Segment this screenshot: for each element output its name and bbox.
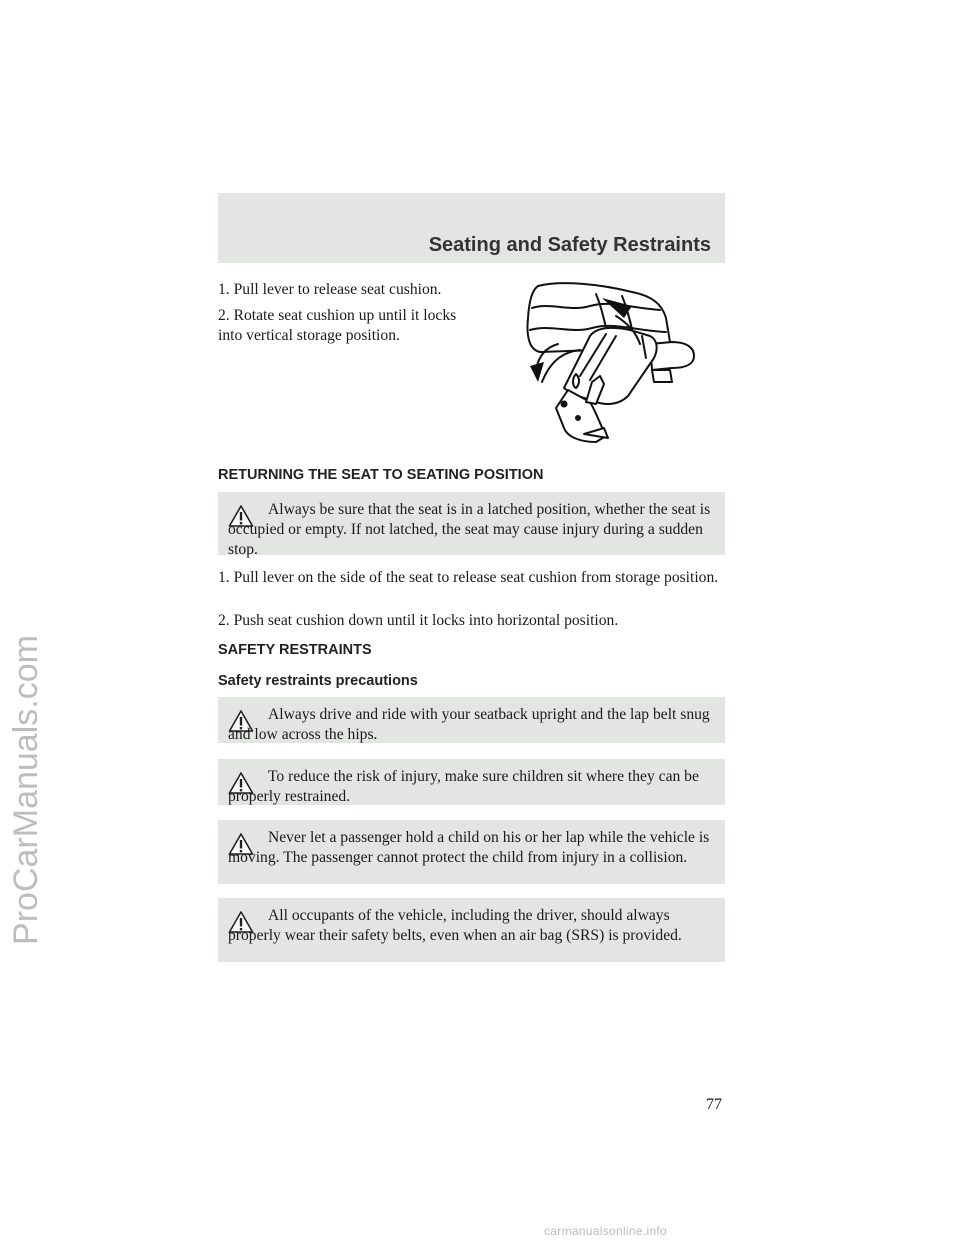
warning-box-latch xyxy=(218,492,725,558)
warning-text: Always be sure that the seat is in a latched position, whether the seat is occupied or empty. If not latched, the seat may cause injury during a sudden stop. xyxy=(228,501,711,558)
footer-watermark: carmanualsonline.info xyxy=(544,1224,668,1238)
warning-text: To reduce the risk of injury, make sure children sit where they can be properly restrained. xyxy=(228,768,699,805)
subheading-precautions: Safety restraints precautions xyxy=(218,673,418,689)
warning-text: Always drive and ride with your seatback upright and the lap belt snug and low across the hips. xyxy=(228,706,710,743)
page-number: 77 xyxy=(706,1096,722,1113)
stow-step-1: 1. Pull lever to release seat cushion. xyxy=(218,281,442,298)
warning-text: All occupants of the vehicle, including the driver, should always properly wear their safety belts, even when an air bag (SRS) is provided. xyxy=(228,907,682,944)
side-watermark xyxy=(6,510,50,1070)
side-watermark-text: ProCarManuals.com xyxy=(6,635,45,945)
warning-box-occupants xyxy=(218,898,725,962)
seat-folding-illustration xyxy=(520,278,698,444)
warning-box-children xyxy=(218,759,725,805)
heading-safety-restraints: SAFETY RESTRAINTS xyxy=(218,642,372,658)
page-header xyxy=(218,193,725,263)
return-step-1: 1. Pull lever on the side of the seat to release seat cushion from storage position. xyxy=(218,569,719,586)
warning-text: Never let a passenger hold a child on his or her lap while the vehicle is moving. The passenger cannot protect the child from injury in a collision. xyxy=(228,829,710,866)
return-step-2: 2. Push seat cushion down until it locks into horizontal position. xyxy=(218,612,619,629)
section-title: Seating and Safety Restraints xyxy=(428,234,711,256)
heading-returning-seat: RETURNING THE SEAT TO SEATING POSITION xyxy=(218,467,544,483)
warning-box-seatback xyxy=(218,697,725,743)
warning-box-lap-child xyxy=(218,820,725,884)
stow-step-2: 2. Rotate seat cushion up until it locks into vertical storage position. xyxy=(218,307,457,344)
